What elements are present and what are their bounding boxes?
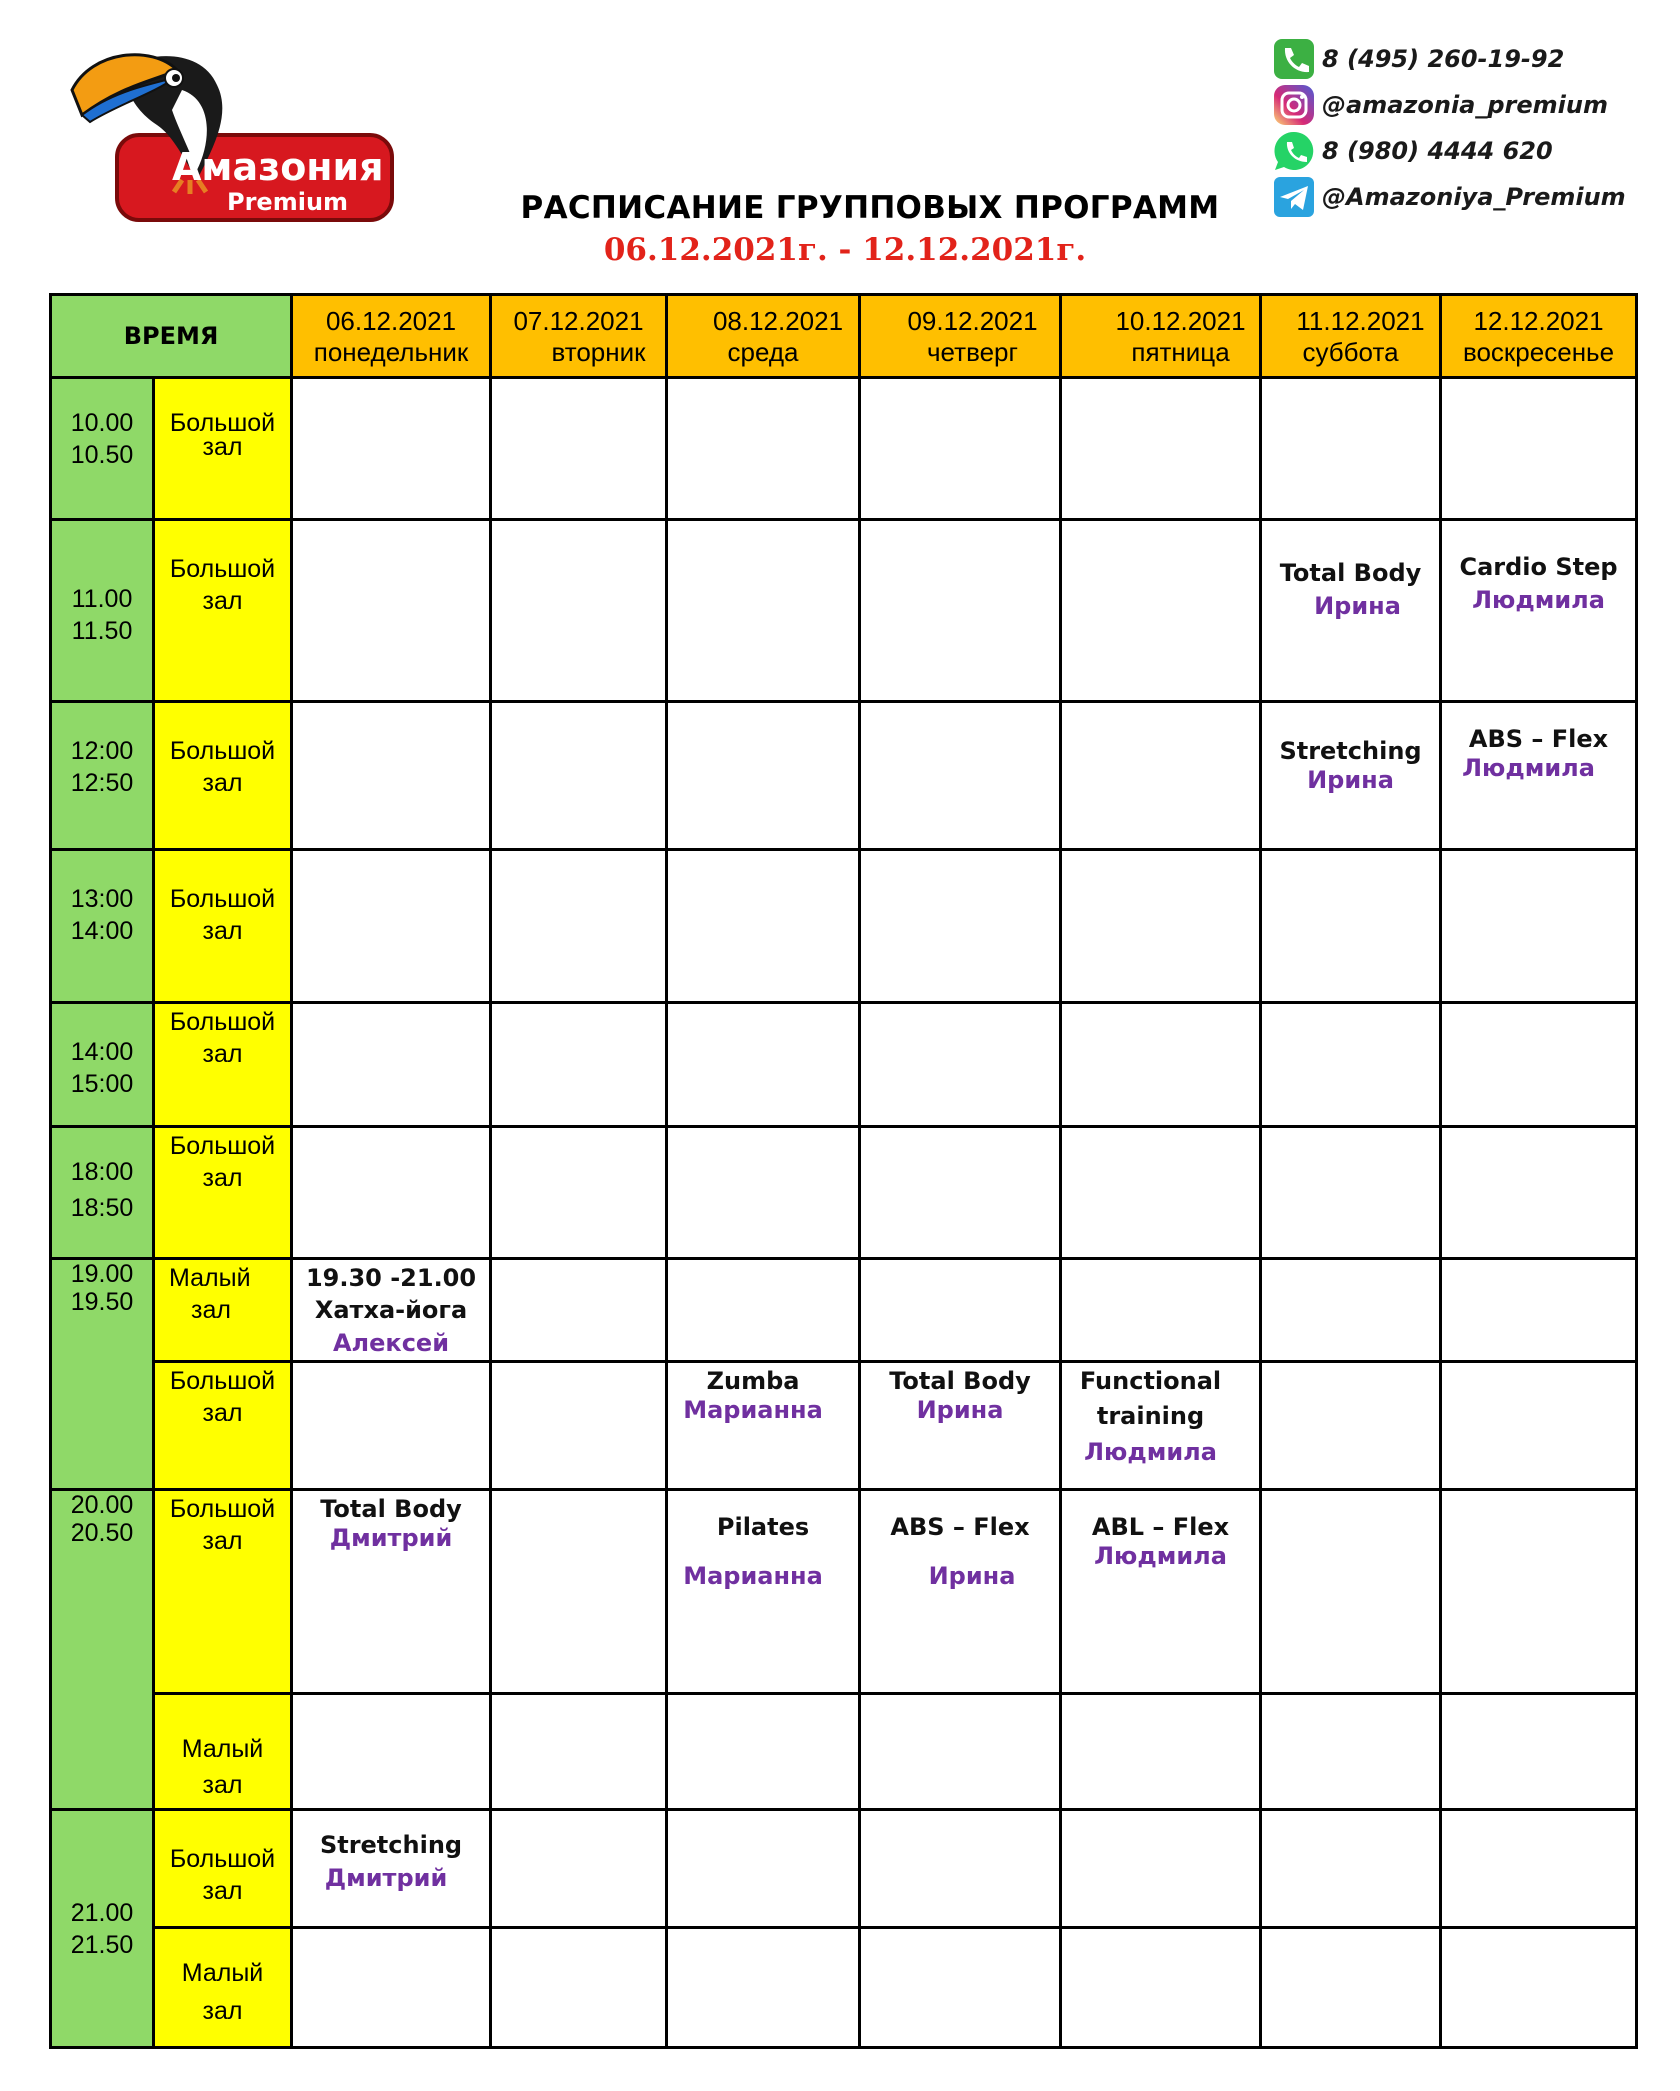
time-cell (51, 378, 154, 520)
time-start: 13:00 (70, 885, 134, 913)
time-cell (51, 702, 154, 850)
class-title: ABS – Flex (1468, 725, 1609, 753)
row-1000 (51, 378, 1637, 520)
class-instructor: Людмила (1084, 1438, 1217, 1466)
slot[interactable] (860, 1928, 1061, 2048)
slot[interactable] (1061, 378, 1261, 520)
slot[interactable] (491, 520, 667, 702)
slot[interactable] (491, 1127, 667, 1259)
day-header-wed (667, 295, 860, 378)
day-date: 08.12.2021 (712, 306, 844, 336)
class-instructor: Дмитрий (324, 1864, 448, 1892)
day-header-sat (1261, 295, 1441, 378)
svg-text:Амазония: Амазония (172, 145, 384, 189)
slot[interactable] (1061, 1259, 1261, 1362)
row-1200 (51, 702, 1637, 850)
slot[interactable] (667, 1694, 860, 1810)
hall-cell (154, 1928, 292, 2048)
slot[interactable] (1261, 1259, 1441, 1362)
slot[interactable] (491, 1694, 667, 1810)
time-end: 19.50 (70, 1288, 134, 1316)
row-2100-big (51, 1810, 1637, 1928)
class-slot[interactable] (1061, 1490, 1261, 1694)
time-end: 10.50 (70, 441, 134, 469)
hall-word: зал (202, 587, 243, 615)
class-instructor: Марианна (683, 1396, 823, 1424)
class-slot[interactable] (292, 1810, 491, 1928)
day-header-thu (860, 295, 1061, 378)
slot[interactable] (1061, 1928, 1261, 2048)
slot[interactable] (1061, 520, 1261, 702)
class-slot[interactable] (1061, 1362, 1261, 1490)
slot[interactable] (292, 1127, 491, 1259)
time-start: 12:00 (70, 737, 134, 765)
slot[interactable] (1261, 1694, 1441, 1810)
time-end: 21.50 (70, 1930, 134, 1959)
row-2000-big (51, 1490, 1637, 1694)
slot[interactable] (667, 520, 860, 702)
slot[interactable] (491, 1810, 667, 1928)
class-time: 19.30 -21.00 (305, 1264, 477, 1292)
time-cell (51, 1259, 154, 1490)
slot[interactable] (491, 1003, 667, 1127)
hall-word: зал (202, 1399, 243, 1427)
time-end: 14:00 (70, 917, 134, 945)
hall-cell (154, 1127, 292, 1259)
hall-name: Большой (169, 1367, 276, 1395)
slot[interactable] (292, 1694, 491, 1810)
contact-instagram[interactable] (1272, 82, 1672, 128)
slot[interactable] (491, 702, 667, 850)
slot[interactable] (1441, 1259, 1637, 1362)
day-weekday: четверг (927, 337, 1018, 367)
hall-word: зал (202, 1164, 243, 1192)
slot[interactable] (491, 1259, 667, 1362)
class-title: Хатха-йога (314, 1296, 468, 1324)
hall-word: зал (202, 1877, 243, 1905)
class-instructor: Ирина (928, 1562, 1016, 1590)
hall-word: зал (202, 1527, 243, 1555)
class-slot[interactable] (667, 1490, 860, 1694)
hall-cell (154, 702, 292, 850)
class-slot[interactable] (1261, 520, 1441, 702)
time-cell (51, 520, 154, 702)
header-row (51, 295, 1637, 378)
time-end: 18:50 (70, 1194, 134, 1222)
row-1900-big (51, 1362, 1637, 1490)
class-slot[interactable] (667, 1362, 860, 1490)
slot[interactable] (1261, 1362, 1441, 1490)
day-weekday: понедельник (313, 337, 469, 367)
day-date: 09.12.2021 (907, 306, 1038, 336)
slot[interactable] (292, 520, 491, 702)
hall-name: Малый (181, 1959, 264, 1987)
hall-word: зал (202, 1997, 243, 2025)
time-end: 12:50 (70, 769, 134, 797)
hall-name: Малый (181, 1735, 264, 1763)
slot[interactable] (667, 850, 860, 1003)
slot[interactable] (667, 702, 860, 850)
hall-name: Большой (169, 1008, 276, 1036)
class-slot[interactable] (292, 1259, 491, 1362)
schedule-table (49, 293, 1638, 2049)
day-weekday: вторник (551, 337, 646, 367)
slot[interactable] (292, 1362, 491, 1490)
slot[interactable] (292, 1928, 491, 2048)
day-weekday: среда (727, 337, 799, 367)
hall-name: Большой (169, 1132, 276, 1160)
slot[interactable] (491, 378, 667, 520)
hall-word: зал (202, 1040, 243, 1068)
slot[interactable] (1061, 1810, 1261, 1928)
class-slot[interactable] (1441, 520, 1637, 702)
contact-whatsapp-text: 8 (980) 4444 620 (1322, 137, 1553, 165)
contact-instagram-text: @amazonia_premium (1322, 91, 1608, 119)
contacts-block (1272, 36, 1672, 220)
hall-cell (154, 378, 292, 520)
slot[interactable] (1061, 702, 1261, 850)
slot[interactable] (292, 1003, 491, 1127)
time-cell (51, 1003, 154, 1127)
class-title-line2: training (1096, 1402, 1205, 1430)
day-weekday: суббота (1302, 337, 1399, 367)
class-instructor: Ирина (1307, 766, 1394, 794)
class-instructor: Марианна (683, 1562, 823, 1590)
hall-cell (154, 1694, 292, 1810)
day-weekday: пятница (1131, 337, 1230, 367)
slot[interactable] (667, 1003, 860, 1127)
hall-name: Большой (169, 1495, 276, 1523)
time-start: 11.00 (71, 585, 133, 613)
slot[interactable] (1441, 378, 1637, 520)
day-header-sun (1441, 295, 1637, 378)
slot[interactable] (860, 702, 1061, 850)
hall-cell (154, 850, 292, 1003)
slot[interactable] (1441, 1490, 1637, 1694)
instagram-icon (1272, 83, 1316, 127)
class-slot[interactable] (860, 1362, 1061, 1490)
schedule-period: 06.12.2021г. - 12.12.2021г. (603, 232, 1087, 268)
hall-cell (154, 1259, 292, 1362)
hall-cell (154, 1810, 292, 1928)
day-date: 11.12.2021 (1296, 306, 1425, 336)
time-start: 14:00 (70, 1038, 134, 1066)
class-instructor: Алексей (332, 1329, 450, 1357)
slot[interactable] (491, 850, 667, 1003)
slot[interactable] (491, 1490, 667, 1694)
day-header-tue (491, 295, 667, 378)
class-title: Total Body (320, 1495, 462, 1523)
slot[interactable] (1441, 1003, 1637, 1127)
class-instructor: Людмила (1472, 586, 1605, 614)
class-slot[interactable] (860, 1490, 1061, 1694)
contact-telegram[interactable] (1272, 174, 1672, 220)
hall-cell (154, 520, 292, 702)
slot[interactable] (667, 378, 860, 520)
hall-name: Большой (169, 555, 276, 583)
slot[interactable] (667, 1810, 860, 1928)
slot[interactable] (860, 1259, 1061, 1362)
hall-name: Большой (169, 1845, 276, 1873)
slot[interactable] (491, 1362, 667, 1490)
row-1900-small (51, 1259, 1637, 1362)
class-title: Functional (1079, 1367, 1222, 1395)
day-date: 06.12.2021 (325, 306, 457, 336)
slot[interactable] (1441, 1810, 1637, 1928)
slot[interactable] (1261, 1928, 1441, 2048)
class-title: Total Body (1279, 559, 1422, 587)
contact-phone[interactable] (1272, 36, 1672, 82)
slot[interactable] (1261, 1490, 1441, 1694)
slot[interactable] (292, 378, 491, 520)
day-date: 12.12.2021 (1473, 306, 1604, 336)
slot[interactable] (1061, 850, 1261, 1003)
class-title: ABL – Flex (1091, 1513, 1230, 1541)
slot[interactable] (1061, 1003, 1261, 1127)
slot[interactable] (292, 702, 491, 850)
phone-icon (1272, 37, 1316, 81)
day-weekday: воскресенье (1462, 337, 1615, 367)
class-title: ABS – Flex (890, 1513, 1030, 1541)
slot[interactable] (1441, 850, 1637, 1003)
slot[interactable] (860, 850, 1061, 1003)
slot[interactable] (1261, 1003, 1441, 1127)
hall-name: Большой (169, 885, 276, 913)
slot[interactable] (667, 1127, 860, 1259)
class-title: Stretching (319, 1831, 463, 1859)
hall-name: Большой (169, 409, 276, 437)
slot[interactable] (1261, 1810, 1441, 1928)
class-instructor: Людмила (1094, 1542, 1227, 1570)
brand-logo (62, 30, 402, 230)
time-cell (51, 1127, 154, 1259)
slot[interactable] (667, 1928, 860, 2048)
slot[interactable] (1261, 1127, 1441, 1259)
slot[interactable] (1441, 1928, 1637, 2048)
class-title: Cardio Step (1459, 553, 1618, 581)
slot[interactable] (491, 1928, 667, 2048)
slot[interactable] (860, 1694, 1061, 1810)
slot[interactable] (1061, 1694, 1261, 1810)
slot[interactable] (292, 850, 491, 1003)
svg-text:Premium: Premium (227, 188, 349, 216)
time-start: 21.00 (70, 1898, 134, 1927)
slot[interactable] (1261, 850, 1441, 1003)
row-1400 (51, 1003, 1637, 1127)
slot[interactable] (1441, 1127, 1637, 1259)
row-2100-small (51, 1928, 1637, 2048)
page-title: РАСПИСАНИЕ ГРУППОВЫХ ПРОГРАММ (520, 190, 1220, 226)
class-slot[interactable] (1261, 702, 1441, 850)
hall-word: зал (191, 1296, 231, 1324)
class-title: Stretching (1279, 737, 1422, 765)
hall-word: зал (202, 917, 243, 945)
time-start: 20.00 (70, 1491, 134, 1519)
row-1100 (51, 520, 1637, 702)
whatsapp-icon (1272, 129, 1316, 173)
telegram-icon (1272, 175, 1316, 219)
class-slot[interactable] (1441, 702, 1637, 850)
contact-phone-text: 8 (495) 260-19-92 (1322, 45, 1565, 73)
day-header-fri (1061, 295, 1261, 378)
row-1800 (51, 1127, 1637, 1259)
hall-cell (154, 1003, 292, 1127)
hall-name: Большой (169, 737, 276, 765)
slot[interactable] (860, 520, 1061, 702)
day-header-mon (292, 295, 491, 378)
hall-cell (154, 1362, 292, 1490)
class-title: Zumba (706, 1367, 800, 1395)
row-1300 (51, 850, 1637, 1003)
hall-name: Малый (169, 1264, 251, 1292)
time-end: 15:00 (70, 1070, 134, 1098)
toucan-logo-icon (62, 30, 402, 230)
class-title: Pilates (716, 1513, 810, 1541)
slot[interactable] (860, 1003, 1061, 1127)
time-start: 19.00 (70, 1260, 134, 1288)
slot[interactable] (1441, 1694, 1637, 1810)
time-cell (51, 850, 154, 1003)
class-instructor: Ирина (1314, 592, 1401, 620)
slot[interactable] (1261, 378, 1441, 520)
class-instructor: Ирина (916, 1396, 1004, 1424)
day-date: 10.12.2021 (1115, 306, 1246, 336)
class-instructor: Людмила (1462, 754, 1595, 782)
contact-telegram-text: @Amazoniya_Premium (1322, 183, 1626, 211)
slot[interactable] (1441, 1362, 1637, 1490)
time-start: 18:00 (70, 1158, 134, 1186)
slot[interactable] (1061, 1127, 1261, 1259)
time-end: 20.50 (70, 1519, 134, 1547)
row-2000-small (51, 1694, 1637, 1810)
slot[interactable] (860, 1127, 1061, 1259)
contact-whatsapp[interactable] (1272, 128, 1672, 174)
hall-cell (154, 1490, 292, 1694)
hall-word: зал (202, 769, 243, 797)
class-slot[interactable] (292, 1490, 491, 1694)
hall-word: зал (202, 1771, 243, 1799)
day-date: 07.12.2021 (513, 306, 644, 336)
time-start: 10.00 (70, 409, 134, 437)
slot[interactable] (860, 378, 1061, 520)
time-cell (51, 1810, 154, 2048)
slot[interactable] (667, 1259, 860, 1362)
time-header: ВРЕМЯ (51, 295, 292, 378)
class-title: Total Body (889, 1367, 1031, 1395)
time-cell (51, 1490, 154, 1810)
class-instructor: Дмитрий (329, 1524, 453, 1552)
hall-word: зал (202, 433, 243, 461)
slot[interactable] (860, 1810, 1061, 1928)
time-end: 11.50 (71, 617, 133, 645)
